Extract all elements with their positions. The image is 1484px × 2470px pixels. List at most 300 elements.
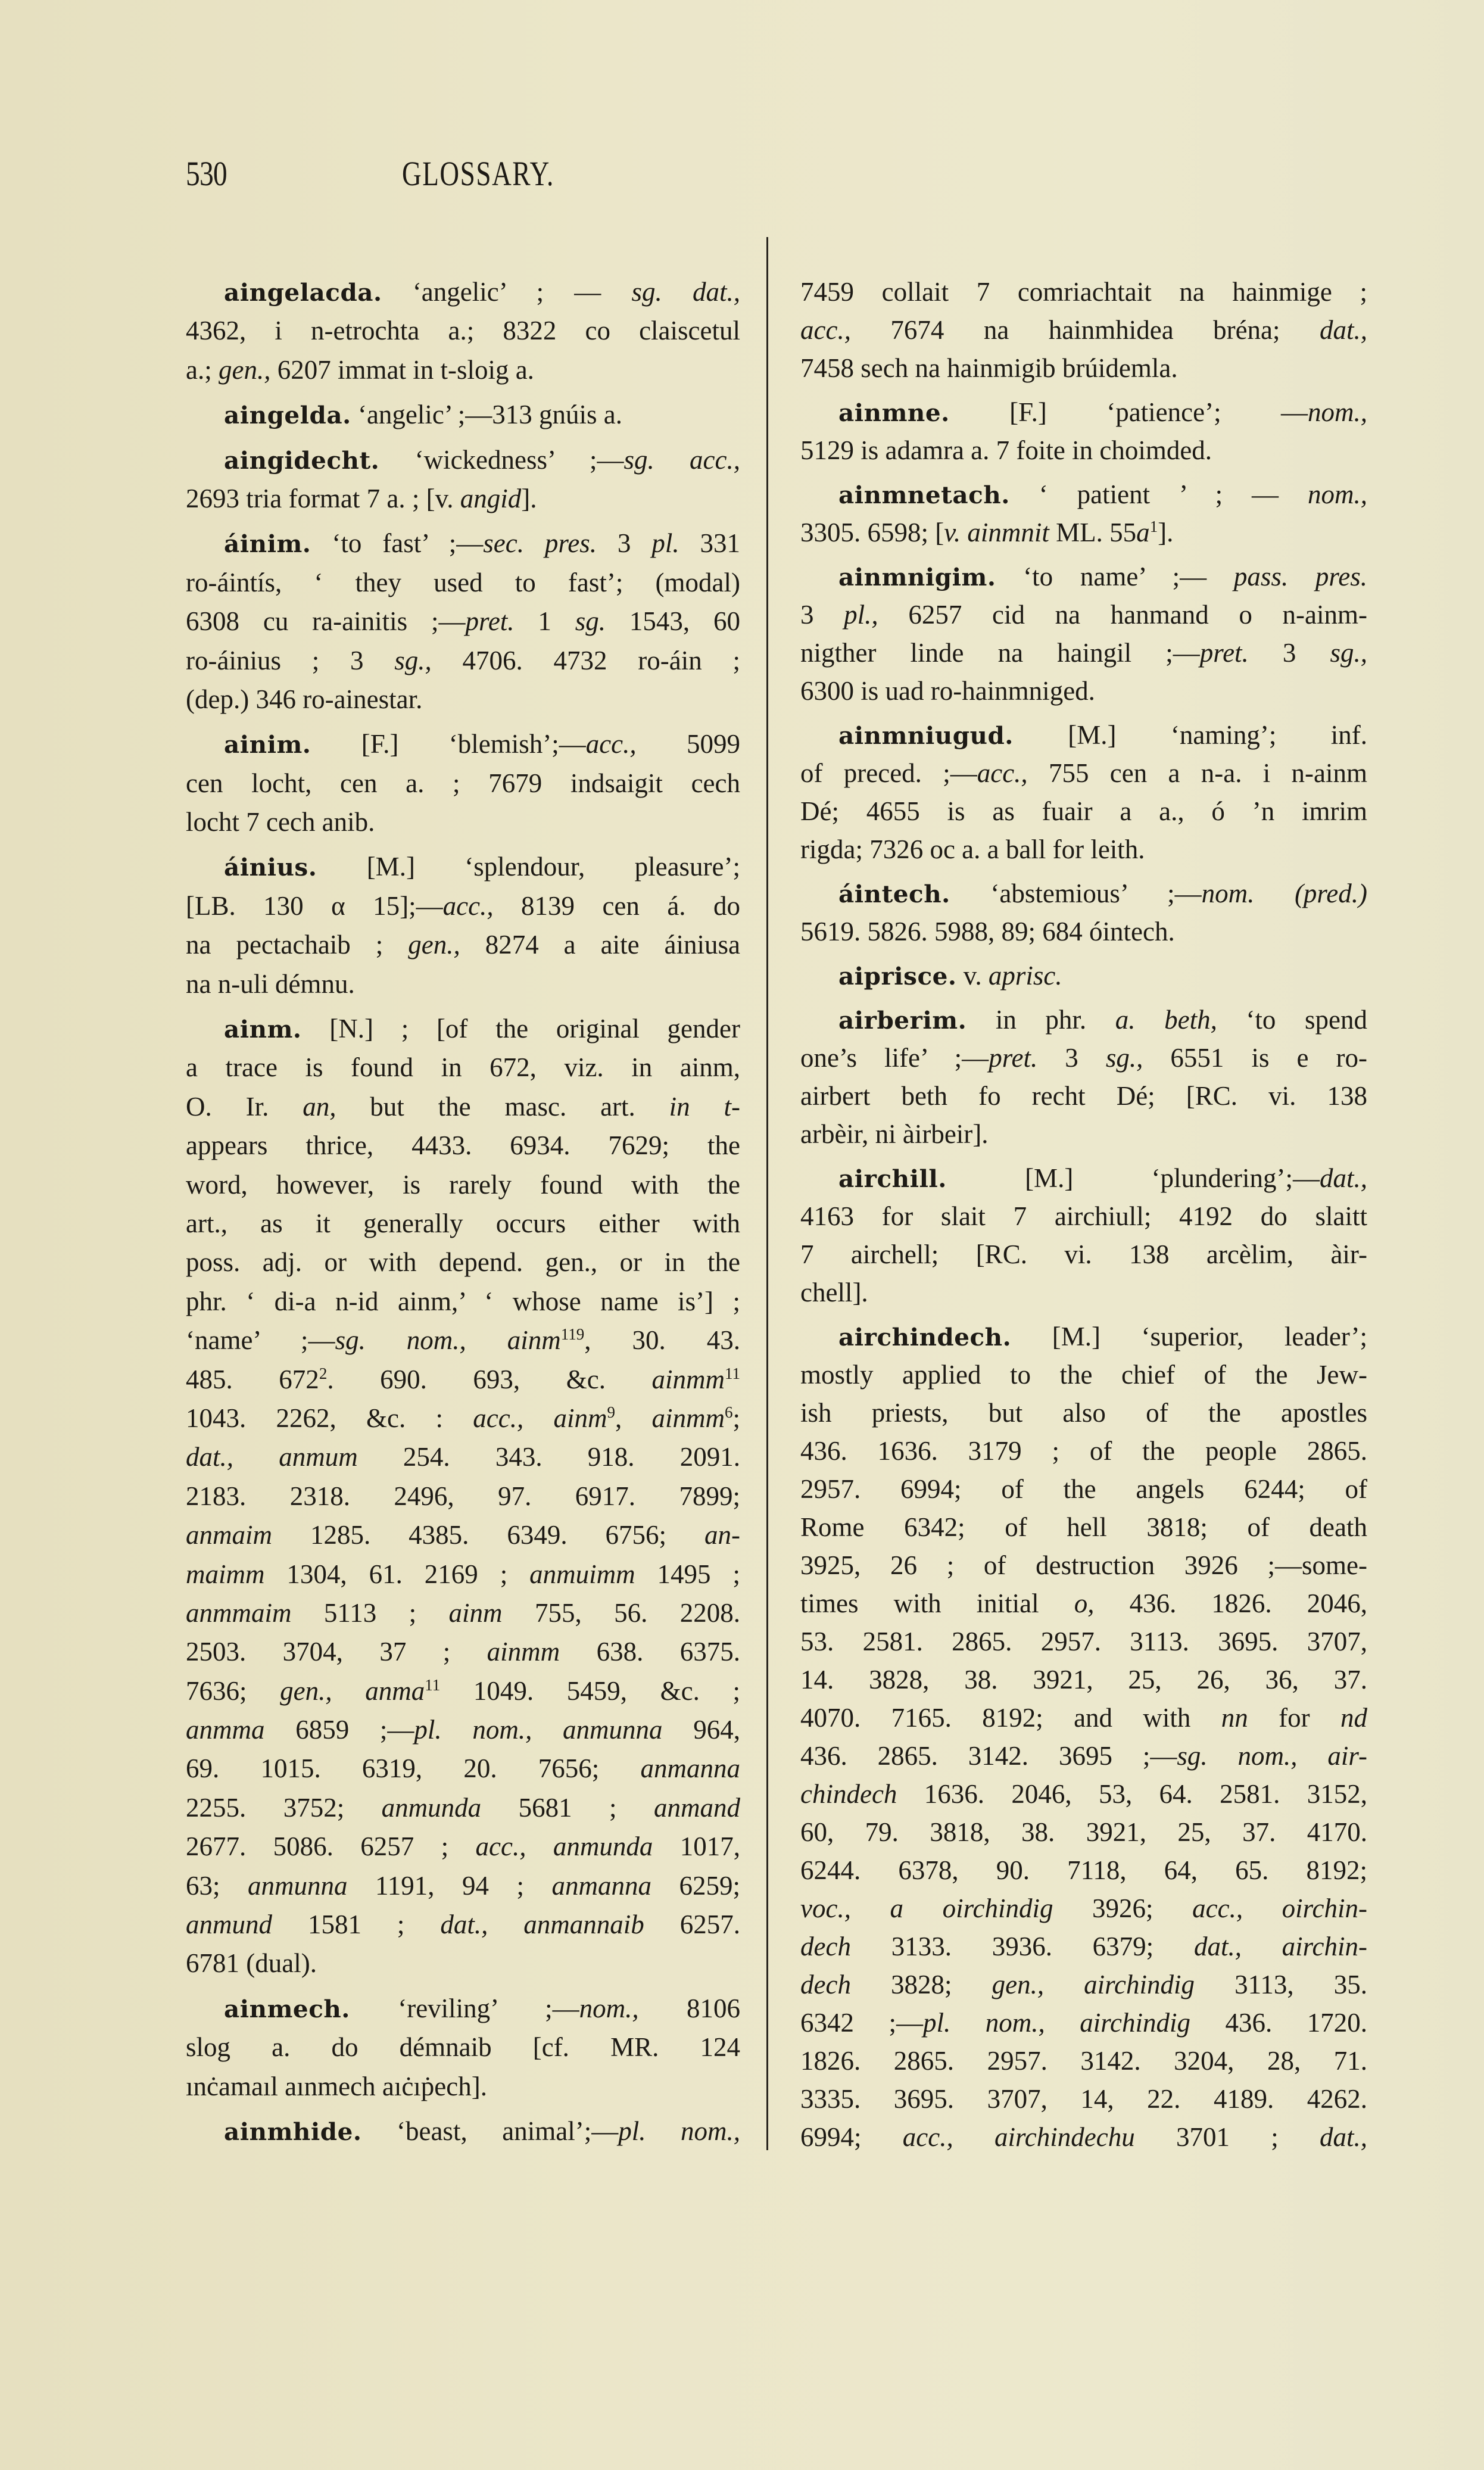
body-text: 755 cen a n-a. i n-ainm xyxy=(1027,758,1367,788)
headword: aingelacda. xyxy=(224,278,382,307)
glossary-entry xyxy=(800,1317,1367,2156)
body-text: 3133. 3936. 6379; xyxy=(850,1932,1194,1961)
italic-text: pl., xyxy=(844,600,878,630)
text-line xyxy=(800,716,1367,754)
headword: airberim. xyxy=(838,1006,967,1035)
body-text: 1636. 2046, 53, 64. 2581. 3152, xyxy=(897,1779,1367,1809)
italic-text: gen., xyxy=(218,354,271,385)
headword: ainmech. xyxy=(224,1994,350,2023)
text-line xyxy=(186,1282,740,1321)
body-text: 5681 ; xyxy=(481,1792,654,1823)
headword: ainmnigim. xyxy=(838,563,996,591)
glossary-entry xyxy=(800,716,1367,868)
body-text: 8106 xyxy=(638,1993,740,2023)
body-text: 3305. 6598; [ xyxy=(800,518,944,547)
body-text: 3113, 35. xyxy=(1195,1970,1367,1999)
body-text: 69. 1015. 6319, 20. 7656; xyxy=(186,1753,641,1784)
italic-text: sg., xyxy=(1330,638,1367,668)
italic-text: pl. xyxy=(651,528,679,559)
italic-text: acc., xyxy=(800,315,851,345)
text-line xyxy=(186,1126,740,1165)
text-line xyxy=(800,1508,1367,1546)
body-text: mostly applied to the chief of the Jew- xyxy=(800,1360,1367,1390)
body-text: 436. 1826. 2046, xyxy=(1094,1588,1368,1618)
body-text: ML. 55 xyxy=(1049,518,1137,547)
italic-text: nom., xyxy=(1308,397,1367,427)
italic-text: an, xyxy=(303,1091,336,1122)
body-text: 60, 79. 3818, 38. 3921, 25, 37. 4170. xyxy=(800,1817,1367,1847)
body-text: 1043. 2262, &c. : xyxy=(186,1403,473,1433)
text-line xyxy=(186,803,740,842)
italic-text: pl. nom., anmunna xyxy=(414,1715,663,1745)
glossary-entry xyxy=(800,273,1367,387)
text-line xyxy=(800,1851,1367,1889)
italic-text: dech xyxy=(800,1932,851,1961)
text-line xyxy=(186,479,740,518)
italic-text: anmanna xyxy=(640,1753,740,1784)
headword: ainmnetach. xyxy=(838,481,1010,509)
glossary-column-left xyxy=(186,273,740,2151)
body-text: 4706. 4732 ro-áin ; xyxy=(431,645,741,675)
text-line xyxy=(186,1088,740,1126)
body-text: , xyxy=(615,1403,652,1433)
text-line xyxy=(800,513,1367,552)
body-text: chell]. xyxy=(800,1278,868,1307)
body-text: O. Ir. xyxy=(186,1091,303,1122)
text-line xyxy=(800,1394,1367,1432)
italic-text: acc., anmunda xyxy=(475,1832,653,1862)
italic-text: dat., xyxy=(1319,2122,1367,2152)
body-text: arbèir, ni àirbeir]. xyxy=(800,1119,989,1149)
text-line xyxy=(800,912,1367,951)
body-text: appears thrice, 4433. 6934. 7629; the xyxy=(186,1130,740,1161)
text-line xyxy=(800,874,1367,912)
body-text: 1826. 2865. 2957. 3142. 3204, 28, 71. xyxy=(800,2046,1367,2076)
body-text: 53. 2581. 2865. 2957. 3113. 3695. 3707, xyxy=(800,1627,1367,1656)
body-text: 436. 1720. xyxy=(1190,2008,1367,2038)
body-text: cen locht, cen a. ; 7679 indsaigit cech xyxy=(186,768,740,798)
text-line xyxy=(800,1115,1367,1153)
body-text: ‘ patient ’ ; — xyxy=(1009,479,1308,509)
glossary-column-right xyxy=(800,273,1367,2156)
text-line xyxy=(186,887,740,926)
body-text: 1191, 94 ; xyxy=(347,1870,552,1901)
body-text: (dep.) 346 ro-ainestar. xyxy=(186,684,423,714)
headword: airchill. xyxy=(838,1164,947,1193)
italic-text: dat., xyxy=(1319,315,1367,345)
body-text: 638. 6375. xyxy=(560,1637,740,1667)
glossary-entry xyxy=(186,2112,740,2151)
body-text: na pectachaib ; xyxy=(186,930,409,960)
body-text: airbert beth fo recht Dé; [RC. vi. 138 xyxy=(800,1081,1367,1111)
body-text: 6259; xyxy=(651,1870,740,1901)
text-line xyxy=(800,1889,1367,1927)
text-line xyxy=(800,1470,1367,1508)
body-text: ]. xyxy=(521,483,537,513)
headword: ainmhide. xyxy=(224,2117,362,2146)
body-text: [F.] ‘patience’; — xyxy=(949,397,1308,427)
text-line xyxy=(800,273,1367,311)
text-line xyxy=(186,602,740,641)
text-line xyxy=(800,393,1367,431)
body-text: nigther linde na haingil ;— xyxy=(800,638,1200,668)
italic-text: a. beth, xyxy=(1115,1005,1217,1035)
text-line xyxy=(186,1048,740,1087)
body-text: phr. ‘ di-a n-id ainm,’ ‘ whose name is’] ; xyxy=(186,1286,740,1316)
italic-text: sg. acc., xyxy=(623,444,741,475)
body-text: [N.] ; [of the original gender xyxy=(301,1014,740,1044)
italic-text: dech xyxy=(800,1970,851,1999)
body-text: ro-áinius ; 3 xyxy=(186,645,395,675)
italic-text: pl. nom., xyxy=(618,2116,741,2146)
body-text: 2255. 3752; xyxy=(186,1792,382,1823)
body-text: 6342 ;— xyxy=(800,2008,923,2038)
body-text: ‘wickedness’ ;— xyxy=(379,444,624,475)
italic-text: sg. nom., ainm xyxy=(335,1325,561,1356)
italic-text: acc., xyxy=(442,890,494,921)
text-line xyxy=(186,1867,740,1905)
body-text: but the masc. art. xyxy=(336,1091,669,1122)
headword: ainmne. xyxy=(838,398,950,427)
text-line xyxy=(800,1317,1367,1356)
italic-text: angid xyxy=(460,483,522,513)
italic-text: nom., xyxy=(579,1993,639,2023)
text-line xyxy=(800,2118,1367,2156)
text-line xyxy=(186,1989,740,2028)
italic-text: dat., anmannaib xyxy=(440,1910,644,1940)
headword: ainim. xyxy=(224,730,311,759)
text-line xyxy=(186,926,740,964)
body-text: 1581 ; xyxy=(272,1910,441,1940)
body-text: one’s life’ ;— xyxy=(800,1043,989,1073)
body-text: . 690. 693, &c. xyxy=(327,1364,652,1394)
headword: áintech. xyxy=(838,880,950,908)
italic-text: anmmaim xyxy=(186,1597,292,1628)
glossary-entry xyxy=(186,725,740,842)
glossary-entry xyxy=(186,848,740,1004)
body-text: 14. 3828, 38. 3921, 25, 26, 36, 37. xyxy=(800,1665,1367,1695)
italic-text: pret. xyxy=(465,606,515,637)
superscript: 11 xyxy=(725,1364,741,1382)
body-text: [M.] ‘naming’; inf. xyxy=(1013,720,1367,750)
text-line xyxy=(800,672,1367,710)
text-line xyxy=(800,1197,1367,1235)
text-line xyxy=(186,1711,740,1749)
italic-text: aprisc. xyxy=(988,961,1062,991)
italic-text: pret. xyxy=(1199,638,1249,668)
body-text: word, however, is rarely found with the xyxy=(186,1169,740,1200)
headword: airchindech. xyxy=(838,1323,1012,1351)
text-line xyxy=(186,725,740,764)
text-line xyxy=(186,441,740,479)
superscript: 1 xyxy=(1149,517,1158,535)
glossary-entry xyxy=(800,957,1367,995)
italic-text: sg. xyxy=(575,606,606,637)
italic-text: maimm xyxy=(186,1559,265,1589)
text-line xyxy=(186,1166,740,1204)
text-line xyxy=(800,311,1367,349)
text-line xyxy=(800,1584,1367,1622)
italic-text: acc., oirchin- xyxy=(1192,1893,1367,1923)
text-line xyxy=(800,792,1367,830)
body-text: 3 xyxy=(1248,638,1330,668)
body-text: 6300 is uad ro-hainmniged. xyxy=(800,676,1095,706)
body-text: 3 xyxy=(1037,1043,1106,1073)
text-line xyxy=(800,1432,1367,1470)
text-line xyxy=(800,1039,1367,1077)
body-text: 5619. 5826. 5988, 89; 684 óintech. xyxy=(800,917,1175,946)
body-text: 6308 cu ra-ainitis ;— xyxy=(186,606,466,637)
body-text: of preced. ;— xyxy=(800,758,977,788)
body-text: , 30. 43. xyxy=(584,1325,740,1356)
body-text: 2693 tria format 7 a. ; [v. xyxy=(186,483,460,513)
italic-text: anmand xyxy=(653,1792,740,1823)
text-line xyxy=(186,680,740,719)
body-text: 2957. 6994; of the angels 6244; of xyxy=(800,1474,1367,1504)
body-text: 254. 343. 918. 2091. xyxy=(357,1442,741,1472)
body-text: 1017, xyxy=(653,1832,740,1862)
body-text: 7459 collait 7 comriachtait na hainmige ; xyxy=(800,277,1367,307)
superscript: 2 xyxy=(319,1364,328,1382)
body-text: 63; xyxy=(186,1870,248,1901)
glossary-entry xyxy=(800,1159,1367,1312)
glossary-entry xyxy=(186,524,740,719)
text-line xyxy=(186,1944,740,1983)
body-text: ‘angelic’ ; — xyxy=(382,277,632,307)
italic-text: anmma xyxy=(186,1715,265,1745)
body-text: 1049. 5459, &c. ; xyxy=(440,1675,740,1706)
body-text: ‘to name’ ;— xyxy=(996,562,1234,591)
glossary-entry xyxy=(800,557,1367,710)
text-line xyxy=(186,1905,740,1944)
italic-text: anmunna xyxy=(247,1870,348,1901)
page-number: 530 xyxy=(186,154,227,193)
body-text: times with initial xyxy=(800,1588,1074,1618)
text-line xyxy=(186,1243,740,1282)
body-text: Rome 6342; of hell 3818; of death xyxy=(800,1512,1367,1542)
body-text: ]. xyxy=(1158,518,1174,547)
body-text: [LB. 130 α 15];— xyxy=(186,890,443,921)
italic-text: in t- xyxy=(669,1091,740,1122)
superscript: 119 xyxy=(560,1325,585,1343)
italic-text: dat., xyxy=(1319,1163,1367,1193)
text-line xyxy=(800,2042,1367,2080)
text-line xyxy=(800,1699,1367,1737)
text-line xyxy=(186,1672,740,1711)
glossary-entry xyxy=(186,1010,740,1983)
italic-text: anmund xyxy=(186,1910,272,1940)
body-text: ish priests, but also of the apostles xyxy=(800,1398,1367,1428)
body-text: [M.] ‘splendour, pleasure’; xyxy=(317,852,740,882)
italic-text: gen., airchindig xyxy=(992,1970,1195,1999)
body-text: 8274 a aite áiniusa xyxy=(460,930,740,960)
text-line xyxy=(186,1749,740,1788)
body-text: 436. 1636. 3179 ; of the people 2865. xyxy=(800,1436,1367,1466)
italic-text: nn xyxy=(1221,1703,1248,1733)
body-text: ‘reviling’ ;— xyxy=(350,1993,579,2023)
body-text: [F.] ‘blemish’;— xyxy=(311,729,586,759)
text-line xyxy=(186,563,740,602)
text-line xyxy=(800,634,1367,672)
body-text: 6859 ;— xyxy=(264,1715,414,1745)
body-text: a trace is found in 672, viz. in ainm, xyxy=(186,1052,740,1083)
italic-text: anmuimm xyxy=(529,1559,635,1589)
body-text: 5129 is adamra a. 7 foite in choimded. xyxy=(800,435,1212,465)
italic-text: anmanna xyxy=(551,1870,651,1901)
text-line xyxy=(800,2080,1367,2118)
body-text: 6244. 6378, 90. 7118, 64, 65. 8192; xyxy=(800,1855,1367,1885)
column-divider-rule xyxy=(766,237,768,2150)
body-text: 6257 cid na hanmand o n-ainm- xyxy=(878,600,1367,630)
body-text: 1543, 60 xyxy=(606,606,741,637)
italic-text: voc., a oirchindig xyxy=(800,1893,1053,1923)
body-text: 2183. 2318. 2496, 97. 6917. 7899; xyxy=(186,1481,740,1511)
text-line xyxy=(186,395,740,434)
glossary-entry xyxy=(186,395,740,434)
body-text: 3 xyxy=(800,600,844,630)
text-line xyxy=(800,1813,1367,1851)
body-text: [M.] ‘plundering’;— xyxy=(946,1163,1320,1193)
italic-text: nom. (pred.) xyxy=(1201,879,1367,908)
body-text: art., as it generally occurs either with xyxy=(186,1208,740,1238)
body-text: 4070. 7165. 8192; and with xyxy=(800,1703,1221,1733)
italic-text: acc., xyxy=(977,758,1028,788)
text-line xyxy=(186,1399,740,1438)
glossary-entry xyxy=(186,1989,740,2106)
text-line xyxy=(800,957,1367,995)
superscript: 6 xyxy=(725,1403,733,1421)
body-text: 5099 xyxy=(636,729,740,759)
text-line xyxy=(800,349,1367,387)
body-text: 7674 na hainmhidea bréna; xyxy=(850,315,1320,345)
body-text: 331 xyxy=(679,528,741,559)
italic-text: anmaim xyxy=(186,1520,272,1550)
italic-text: ainmm xyxy=(651,1403,725,1433)
body-text: 6781 (dual). xyxy=(186,1948,317,1979)
body-text: ‘to fast’ ;— xyxy=(311,528,484,559)
glossary-entry xyxy=(186,273,740,390)
body-text: 1304, 61. 2169 ; xyxy=(264,1559,530,1589)
text-line xyxy=(186,965,740,1004)
body-text: ‘angelic’ ;—313 gnúis a. xyxy=(351,400,623,430)
text-line xyxy=(186,351,740,390)
body-text: 4362, i n-etrochta a.; 8322 co claiscetul xyxy=(186,316,740,346)
italic-text: sg., xyxy=(394,645,432,675)
body-text: ‘beast, animal’;— xyxy=(361,2116,619,2146)
text-line xyxy=(186,1827,740,1866)
text-line xyxy=(800,1235,1367,1273)
body-text: for xyxy=(1248,1703,1340,1733)
italic-text: ainm xyxy=(448,1597,503,1628)
body-text: 8139 cen á. do xyxy=(493,890,740,921)
glossary-entry xyxy=(800,874,1367,951)
text-line xyxy=(800,1927,1367,1966)
text-line xyxy=(186,1438,740,1477)
body-text: ‘name’ ;— xyxy=(186,1325,335,1356)
italic-text: sg. dat., xyxy=(631,277,741,307)
body-text: slog a. do démnaib [cf. MR. 124 xyxy=(186,2032,740,2063)
text-line xyxy=(186,524,740,563)
text-line xyxy=(800,1622,1367,1661)
text-line xyxy=(186,1360,740,1399)
text-line xyxy=(186,1789,740,1827)
text-line xyxy=(800,1356,1367,1394)
italic-text: gen., xyxy=(408,930,460,960)
italic-text: sec. pres. xyxy=(483,528,597,559)
body-text: ‘to spend xyxy=(1217,1005,1367,1035)
text-line xyxy=(800,1661,1367,1699)
text-line xyxy=(186,2028,740,2067)
italic-text: pass. pres. xyxy=(1233,562,1367,591)
headword: ainmniugud. xyxy=(838,721,1014,750)
body-text: 3701 ; xyxy=(1134,2122,1320,2152)
text-line xyxy=(800,1737,1367,1775)
italic-text: ainmm xyxy=(487,1637,560,1667)
text-line xyxy=(186,2067,740,2106)
italic-text: pret. xyxy=(989,1043,1038,1073)
body-text: 3925, 26 ; of destruction 3926 ;—some- xyxy=(800,1550,1367,1580)
body-text: in phr. xyxy=(967,1005,1115,1035)
italic-text: v. ainmnit xyxy=(944,518,1049,547)
body-text: 436. 2865. 3142. 3695 ;— xyxy=(800,1741,1177,1771)
text-line xyxy=(186,1321,740,1360)
body-text: ro-áintís, ‘ they used to fast’; (modal) xyxy=(186,567,740,597)
text-line xyxy=(800,1077,1367,1115)
text-line xyxy=(800,596,1367,634)
body-text: 1495 ; xyxy=(635,1559,740,1589)
italic-text: gen., anma xyxy=(280,1675,425,1706)
headword: aingelda. xyxy=(224,401,351,430)
body-text: 3335. 3695. 3707, 14, 22. 4189. 4262. xyxy=(800,2084,1367,2114)
headword: áinius. xyxy=(224,853,317,882)
headword: ainm. xyxy=(224,1015,302,1044)
italic-text: dat., airchin- xyxy=(1193,1932,1367,1961)
glossary-entry xyxy=(800,393,1367,469)
italic-text: dat., anmum xyxy=(186,1442,358,1472)
body-text: na n-uli démnu. xyxy=(186,968,355,999)
superscript: 9 xyxy=(607,1403,615,1421)
italic-text: an- xyxy=(704,1520,740,1550)
text-line xyxy=(800,431,1367,469)
italic-text: o, xyxy=(1074,1588,1095,1618)
text-line xyxy=(186,312,740,350)
body-text: 3828; xyxy=(850,1970,992,1999)
italic-text: acc., xyxy=(585,729,637,759)
body-text: [M.] ‘superior, leader’; xyxy=(1011,1322,1367,1351)
italic-text: sg., xyxy=(1105,1043,1143,1073)
headword: aiprisce. xyxy=(838,962,957,991)
text-line xyxy=(186,2112,740,2151)
text-line xyxy=(800,754,1367,792)
text-line xyxy=(186,641,740,680)
body-text: 6207 immat in t-sloig a. xyxy=(270,354,534,385)
text-line xyxy=(186,273,740,312)
body-text: ‘abstemious’ ;— xyxy=(950,879,1202,908)
text-line xyxy=(800,557,1367,596)
body-text: 3926; xyxy=(1053,1893,1193,1923)
text-line xyxy=(186,848,740,886)
italic-text: a xyxy=(1136,518,1150,547)
body-text: ; xyxy=(732,1403,741,1433)
body-text: 2677. 5086. 6257 ; xyxy=(186,1832,476,1862)
italic-text: acc., ainm xyxy=(473,1403,607,1433)
body-text: a.; xyxy=(186,354,219,385)
text-line xyxy=(186,1010,740,1048)
text-line xyxy=(800,830,1367,868)
body-text: 964, xyxy=(662,1715,741,1745)
italic-text: nd xyxy=(1340,1703,1367,1733)
text-line xyxy=(800,2004,1367,2042)
